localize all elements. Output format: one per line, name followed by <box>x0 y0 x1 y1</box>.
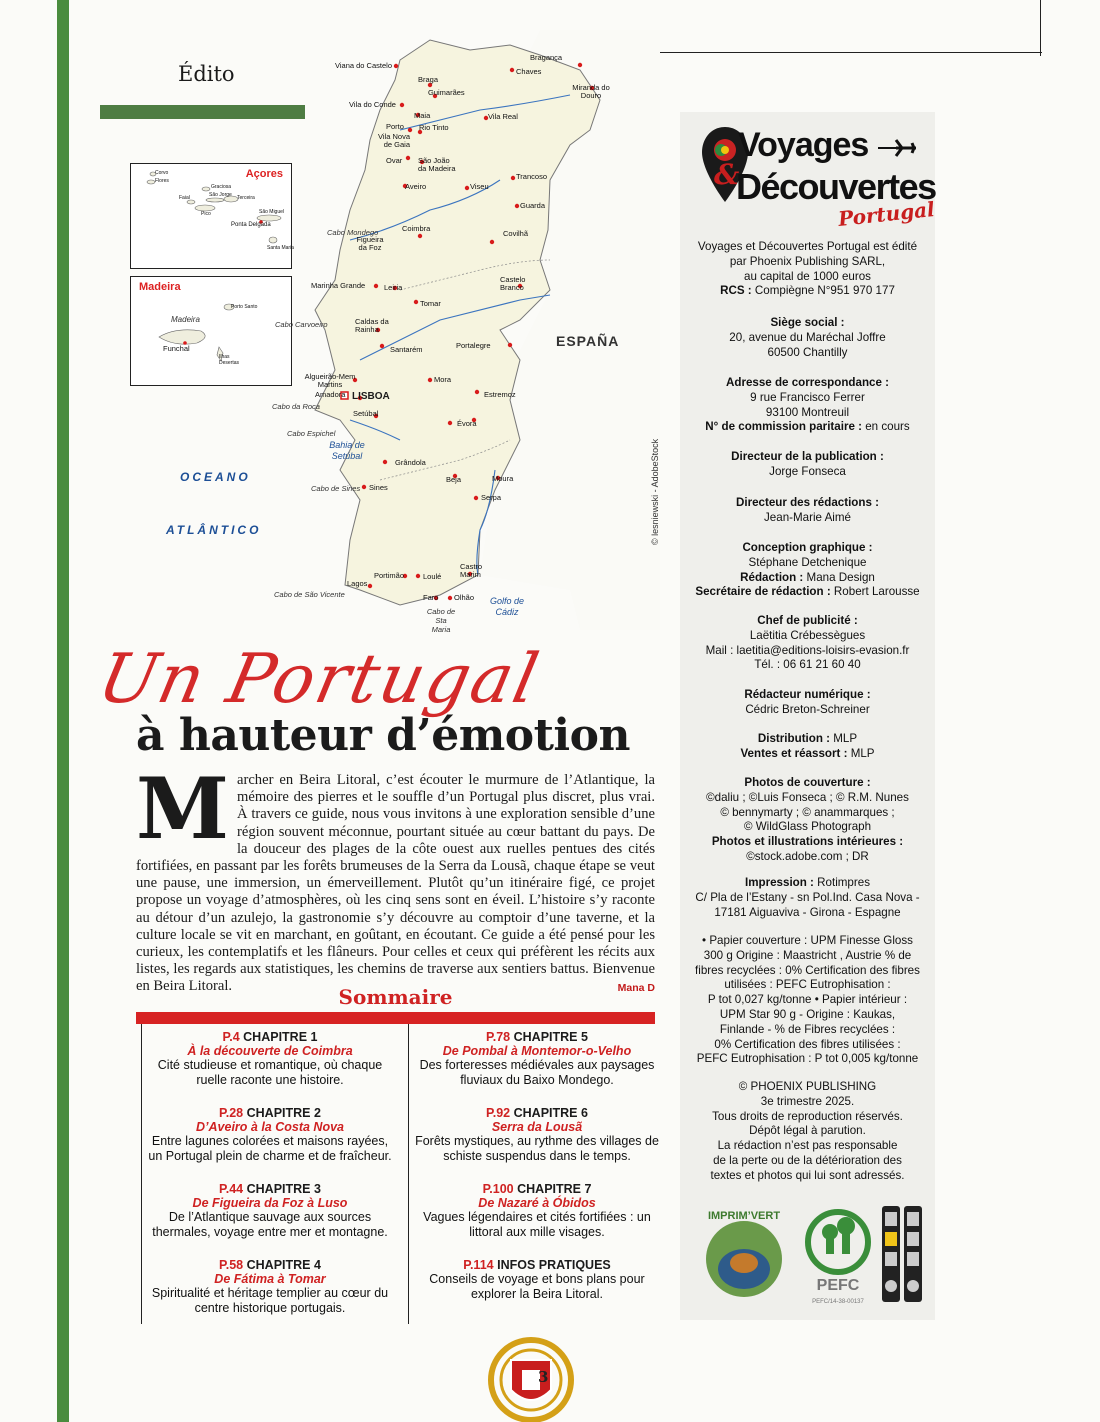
map-town: Caldas da Rainha <box>355 317 389 335</box>
masthead-adresse <box>680 376 935 435</box>
toc-page: P.78 <box>486 1030 511 1044</box>
pefc-code: PEFC/14-38-00137 <box>812 1299 864 1305</box>
masthead-line: au capital de 1000 euros <box>744 269 871 283</box>
masthead-value: Stéphane Detchenique <box>748 555 867 569</box>
masthead-line: © PHOENIX PUBLISHING <box>738 1080 877 1093</box>
masthead-value: Compiègne N°951 970 177 <box>754 284 895 298</box>
masthead-line: © WildGlass Photograph <box>743 820 872 834</box>
section-label: Édito <box>178 62 235 86</box>
masthead-panel <box>680 112 935 1320</box>
map-town: Loulé <box>423 572 442 581</box>
toc-page: P.58 <box>219 1258 244 1272</box>
masthead-value: Rotimpres <box>817 876 870 889</box>
masthead-dir-pub <box>680 450 935 480</box>
masthead-label: Adresse de correspondance : <box>725 376 889 389</box>
map-town: São João da Madeira <box>418 156 456 174</box>
masthead-copyright <box>680 1080 935 1184</box>
masthead-line: C/ Pla de l’Estany - sn Pol.Ind. Casa Nova - <box>695 890 920 904</box>
masthead-line: 300 g Origine : Maastricht , Austrie % de <box>703 948 912 962</box>
toc-entry[interactable] <box>412 1030 662 1088</box>
toc-title: De Figueira da Foz à Luso <box>192 1196 348 1210</box>
toc-page: P.100 <box>482 1182 514 1196</box>
toc-entry[interactable] <box>412 1258 662 1302</box>
map-town: Castelo Branco <box>500 275 526 293</box>
masthead-line: PEFC Eutrophisation : P tot 0,005 kg/tonne <box>696 1052 919 1066</box>
toc-chapter: CHAPITRE 7 <box>517 1182 592 1196</box>
map-town: Tomar <box>420 299 441 308</box>
masthead-value: ©stock.adobe.com ; DR <box>746 849 869 863</box>
map-label: Graciosa <box>211 184 232 190</box>
masthead-intro <box>680 240 935 299</box>
masthead-line: 20, avenue du Maréchal Joffre <box>729 330 886 344</box>
map-town: Sines <box>369 483 388 492</box>
map-label: Funchal <box>163 344 190 353</box>
masthead-value: Robert Larousse <box>833 585 920 599</box>
toc-page: P.44 <box>219 1182 244 1196</box>
toc-desc: Spiritualité et héritage templier au cœur du centre historique portugais. <box>151 1286 389 1315</box>
toc-middle-rule <box>408 1024 410 1324</box>
toc-title: De Nazaré à Óbidos <box>478 1196 596 1210</box>
map-town: Guarda <box>520 201 546 210</box>
map-label: Terceira <box>237 195 255 201</box>
map-town: Moura <box>492 474 514 483</box>
toc-left-rule <box>141 1024 143 1324</box>
map-town: Portalegre <box>456 341 491 350</box>
map-town: Estremoz <box>484 390 516 399</box>
map-label: Santa Maria <box>267 245 294 251</box>
toc-entry[interactable] <box>412 1106 662 1164</box>
masthead-mail: Mail : laetitia@editions-loisirs-evasion.fr <box>705 643 910 657</box>
masthead-line: ©daliu ; ©Luis Fonseca ; © R.M. Nunes <box>706 790 909 804</box>
map-town: Miranda do Douro <box>572 83 610 101</box>
toc-desc: Vagues légendaires et cités fortifiées : un littoral aux mille visages. <box>423 1210 651 1239</box>
toc-title: De Pombal à Montemor-o-Velho <box>442 1044 632 1058</box>
map-town: Figueira da Foz <box>356 235 384 253</box>
imprim-vert-logo <box>694 1197 794 1307</box>
editorial-text: archer en Beira Litoral, c’est écouter le murmure de l’Atlantique, la mémoire des pierres et le souffle d’un Portugal plus discret, plus vrai. À travers ce guide, nous vous invitons à une exploration sensible d’une région souvent méconnue, pourtant située au cœur battant du pays. De la douceur des plages de la côte ouest aux ruelles pentues des cités fortifiées, en passant par les forêts brumeuses de la Serra da Lousã, chaque étape se veut une pause, une immersion, un émerveillement. Plutôt qu’un itinéraire figé, ce projet propose un voyage d’atmosphères, où les cinq sens sont en éveil. L’histoire s’y raconte au détour d’un azulejo, la gastronomie s’y découvre au comptoir d’une taverne, et la culture locale se vit en marchant, en goûtant, en écoutant. Ce guide a été pensé pour les curieux, les contemplatifs et les flâneurs. Pour celles et ceux qui préfèrent les récits aux listes, les regards aux statistiques, les chemins de traverse aux sentiers battus. Bienvenue en Beira Litoral. <box>136 772 655 995</box>
map-town: Viana do Castelo <box>335 61 392 70</box>
masthead-tel: Tél. : 06 61 21 60 40 <box>754 658 861 672</box>
map-cape: Cabo Espichel <box>287 429 336 438</box>
toc-title: De Fátima à Tomar <box>214 1272 326 1286</box>
masthead-line: utilisées : PEFC Eutrophisation : <box>724 978 891 992</box>
map-ocean: OCEANO <box>180 470 251 484</box>
madeira-title: Madeira <box>139 281 181 293</box>
map-label: Ponta Delgada <box>231 222 271 228</box>
map-town: Maia <box>414 111 431 120</box>
map-town: Leiria <box>384 283 403 292</box>
signature: Mana D <box>617 982 655 995</box>
plane-icon <box>878 138 918 158</box>
masthead-line: • Papier couverture : UPM Finesse Gloss <box>702 934 913 947</box>
map-water: Bahia de Setúbal <box>329 440 365 462</box>
toc-entry[interactable] <box>412 1182 662 1240</box>
map-town: Grândola <box>395 458 426 467</box>
editorial-body <box>136 759 655 998</box>
map-town: Algueirão-Mem Martins <box>304 372 356 390</box>
right-rule <box>1040 0 1041 56</box>
toc-entry[interactable] <box>145 1258 395 1316</box>
map-town: Chaves <box>516 67 542 76</box>
masthead-distribution <box>680 732 935 762</box>
masthead-dir-red <box>680 496 935 526</box>
recycling-icons <box>880 1202 930 1312</box>
sommaire-title: Sommaire <box>338 985 453 1009</box>
map-town: Porto <box>386 122 404 131</box>
map-cape: Cabo de Sines <box>311 484 361 493</box>
toc-desc: De l’Atlantique sauvage aux sources thermales, voyage entre mer et montagne. <box>152 1210 388 1239</box>
masthead-value: Cédric Breton-Schreiner <box>745 702 870 716</box>
toc-page: P.114 <box>463 1258 494 1272</box>
masthead-label: Rédacteur numérique : <box>744 688 871 701</box>
masthead-chef-pub <box>680 614 935 673</box>
masthead-label: Rédaction : <box>740 570 804 584</box>
masthead-value: MLP <box>850 746 875 760</box>
map-ocean: ATLÂNTICO <box>166 523 262 537</box>
map-label: Porto Santo <box>231 304 258 310</box>
map-town: Bragança <box>530 53 563 62</box>
script-title: Un Portugal <box>91 640 547 719</box>
map-town: Marinha Grande <box>311 281 366 290</box>
madeira-inset <box>130 276 292 386</box>
toc-entry[interactable] <box>145 1106 395 1164</box>
masthead-line: 93100 Montreuil <box>765 405 850 419</box>
photo-credit: © lesniewski - AdobeStock <box>650 438 660 545</box>
masthead-impression <box>680 876 935 920</box>
map-town: Serpa <box>481 493 502 502</box>
map-label: Faial <box>179 195 190 201</box>
map-label: São Jorge <box>209 192 232 198</box>
masthead-label: Impression : <box>744 876 814 889</box>
masthead-papier <box>680 934 935 1067</box>
map-town: Rio Tinto <box>419 123 449 132</box>
masthead-line: 60500 Chantilly <box>767 345 848 359</box>
toc-entry[interactable] <box>145 1030 395 1088</box>
masthead-label: Conception graphique : <box>742 541 873 554</box>
map-cape: Cabo da Roca <box>272 402 320 411</box>
toc-chapter: CHAPITRE 1 <box>243 1030 318 1044</box>
map-cape: Cabo de Sta Maria <box>426 607 456 634</box>
map-town: Faro <box>423 593 439 602</box>
pefc-text: PEFC <box>816 1277 860 1294</box>
masthead-line: © bennymarty ; © anammarques ; <box>720 805 895 819</box>
toc-chapter: CHAPITRE 2 <box>246 1106 321 1120</box>
map-cape: Cabo Mondego <box>327 228 379 237</box>
masthead-siege <box>680 316 935 360</box>
masthead-label: Siège social : <box>770 316 845 329</box>
map-water: Golfo de Cádiz <box>489 596 525 618</box>
masthead-line: P tot 0,027 kg/tonne • Papier intérieur : <box>707 993 908 1007</box>
masthead-value: Jorge Fonseca <box>769 464 846 478</box>
logo-ampersand: & <box>714 158 740 191</box>
masthead-label: RCS : <box>720 284 752 298</box>
map-town: Castro Marim <box>460 562 483 580</box>
masthead-label: Ventes et réassort : <box>740 746 848 760</box>
map-cape: Cabo Carvoeiro <box>275 320 328 329</box>
toc-chapter: INFOS PRATIQUES <box>497 1258 611 1272</box>
masthead-numerique <box>680 688 935 718</box>
toc-entry[interactable] <box>145 1182 395 1240</box>
drop-cap: M <box>136 759 229 858</box>
masthead-value: Jean-Marie Aimé <box>764 510 851 524</box>
page-edge-stripe <box>57 0 69 1422</box>
masthead-line: 3e trimestre 2025. <box>760 1094 855 1108</box>
logo-decouvertes: Découvertes <box>736 166 936 207</box>
map-town: Setúbal <box>353 409 379 418</box>
masthead-line: Finlande - % de Fibres recyclées : <box>719 1022 896 1036</box>
masthead-value: Mana Design <box>806 570 875 584</box>
toc-chapter: CHAPITRE 4 <box>246 1258 321 1272</box>
map-town: Viseu <box>470 182 489 191</box>
map-town: Vila Nova de Gaia <box>378 132 410 150</box>
map-town: Beja <box>446 475 462 484</box>
masthead-line: Voyages et Découvertes Portugal est édité <box>697 240 918 253</box>
masthead-line: Tous droits de reproduction réservés. <box>712 1109 903 1123</box>
masthead-line: UPM Star 90 g - Origine : Kaukas, <box>719 1007 896 1021</box>
toc-title: D’Aveiro à la Costa Nova <box>196 1120 344 1134</box>
map-town: Trancoso <box>516 172 547 181</box>
masthead-label: Directeur des rédactions : <box>735 496 880 509</box>
acores-title: Açores <box>245 168 283 180</box>
page-number-medallion <box>486 1330 576 1422</box>
masthead-label: Secrétaire de rédaction : <box>695 585 831 599</box>
map-town: Santarém <box>390 345 423 354</box>
toc-chapter: CHAPITRE 3 <box>246 1182 321 1196</box>
map-cape: Cabo de São Vicente <box>274 590 345 599</box>
masthead-line: Dépôt légal à parution. <box>749 1124 866 1138</box>
masthead-label: Photos de couverture : <box>744 776 871 789</box>
toc-desc: Cité studieuse et romantique, où chaque ruelle raconte une histoire. <box>157 1058 383 1087</box>
masthead-label: Directeur de la publication : <box>731 450 884 463</box>
toc-page: P.4 <box>222 1030 240 1044</box>
toc-page: P.28 <box>219 1106 244 1120</box>
map-town: Braga <box>418 75 439 84</box>
masthead-line: par Phoenix Publishing SARL, <box>729 254 886 268</box>
map-town: Amadora <box>315 390 346 399</box>
map-town: Mora <box>434 375 452 384</box>
map-label: Corvo <box>155 170 169 176</box>
map-town: Aveiro <box>405 182 427 191</box>
masthead-label: N° de commission paritaire : <box>705 420 862 434</box>
toc-chapter: CHAPITRE 5 <box>513 1030 588 1044</box>
masthead-line: fibres recyclées : 0% Certification des fibres <box>695 963 920 977</box>
map-town: Vila do Conde <box>349 100 396 109</box>
toc-title: Serra da Lousã <box>491 1120 583 1134</box>
toc-desc: Forêts mystiques, au rythme des villages de schiste suspendus dans le temps. <box>415 1134 659 1163</box>
map-label: Madeira <box>171 315 200 324</box>
madeira-islands <box>131 277 291 385</box>
map-town: Ovar <box>386 156 403 165</box>
top-rule <box>660 52 1042 53</box>
masthead-line: 0% Certification des fibres utilisées : <box>714 1037 901 1051</box>
map-town: Covilhã <box>503 229 529 238</box>
masthead-line: 9 rue Francisco Ferrer <box>750 390 865 404</box>
map-label: Ilhas Desertas <box>219 354 240 366</box>
masthead-photos <box>680 776 935 865</box>
masthead-line: de la perte ou de la détérioration des <box>713 1153 902 1167</box>
map-town: Guimarães <box>428 88 465 97</box>
map-town: Coimbra <box>402 224 431 233</box>
map-label: Pico <box>201 211 211 217</box>
map-capital: LISBOA <box>352 391 390 402</box>
masthead-line: 17181 Aiguaviva - Girona - Espagne <box>714 905 901 919</box>
masthead-value: en cours <box>865 420 910 434</box>
acores-inset <box>130 163 292 269</box>
map-town: Portimão <box>374 571 405 580</box>
page-number: 3 <box>538 1368 549 1386</box>
masthead-label: Distribution : <box>757 732 831 745</box>
toc-desc: Entre lagunes colorées et maisons rayées, un Portugal plein de charme et de fraîcheur. <box>148 1134 392 1163</box>
headline: à hauteur d’émotion <box>136 710 630 761</box>
map-label: Flores <box>155 178 169 184</box>
toc-title: À la découverte de Coimbra <box>187 1044 353 1058</box>
map-town: Olhão <box>454 593 475 602</box>
toc-desc: Conseils de voyage et bons plans pour explorer la Beira Litoral. <box>429 1272 645 1301</box>
map-label: São Miguel <box>259 209 285 215</box>
map-town: Vila Real <box>488 112 518 121</box>
logo-voyages: Voyages <box>738 126 869 164</box>
map-town: Évora <box>457 419 477 428</box>
masthead-value: Laëtitia Crébessègues <box>749 628 866 642</box>
sommaire-bar <box>136 1012 655 1024</box>
masthead-line: La rédaction n’est pas responsable <box>717 1139 898 1153</box>
toc-chapter: CHAPITRE 6 <box>513 1106 588 1120</box>
imprim-vert-text: IMPRIM’VERT <box>707 1210 781 1222</box>
pefc-logo <box>800 1202 880 1312</box>
map-country: ESPAÑA <box>556 333 620 349</box>
masthead-value: MLP <box>833 732 858 745</box>
masthead-line: textes et photos qui lui sont adressés. <box>710 1168 905 1182</box>
masthead-label: Chef de publicité : <box>757 614 858 627</box>
masthead-label: Photos et illustrations intérieures : <box>711 835 904 849</box>
toc-desc: Des forteresses médiévales aux paysages fluviaux du Baixo Mondego. <box>419 1058 655 1087</box>
map-town: Lagos <box>347 579 368 588</box>
logo-portugal: Portugal <box>837 197 936 231</box>
masthead-conception <box>680 541 935 600</box>
toc-page: P.92 <box>486 1106 511 1120</box>
